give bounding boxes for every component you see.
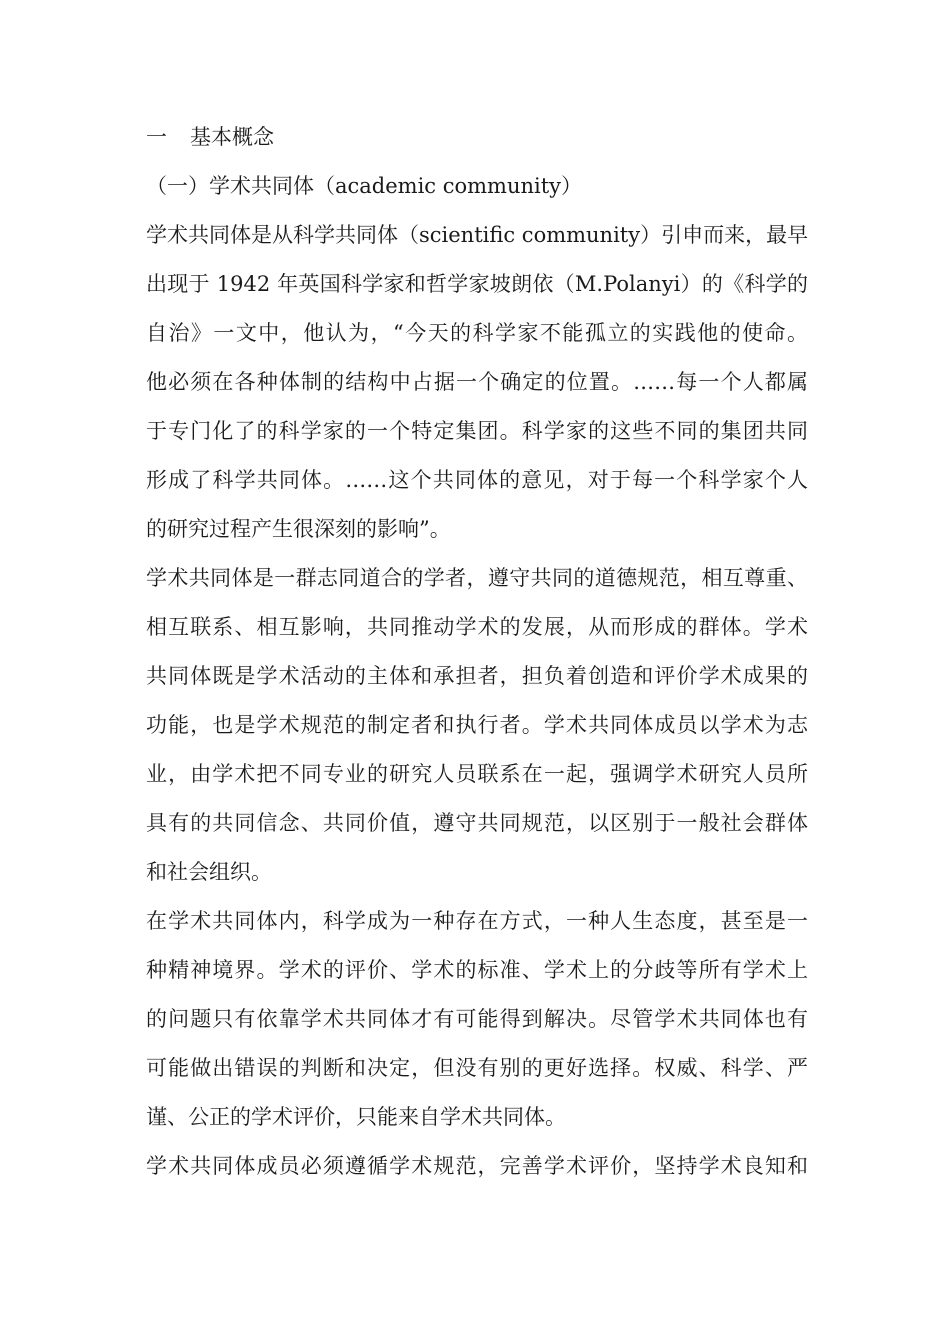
paragraph-1 <box>146 211 808 554</box>
section-heading <box>146 113 808 162</box>
paragraph-line: 的研究过程产生很深刻的影响”。 <box>146 517 451 541</box>
paragraph-line: 学术共同体成员必须遵循学术规范，完善学术评价，坚持学术良知和 <box>146 1154 808 1178</box>
paragraph-line: 种精神境界。学术的评价、学术的标准、学术上的分歧等所有学术上 <box>146 958 808 982</box>
paragraph-line: 自治》一文中，他认为，“今天的科学家不能孤立的实践他的使命。 <box>146 321 808 345</box>
paragraph-line: 他必须在各种体制的结构中占据一个确定的位置。……每一个人都属 <box>146 370 808 394</box>
paragraph-line: 功能，也是学术规范的制定者和执行者。学术共同体成员以学术为志 <box>146 713 808 737</box>
paragraph-line: 的问题只有依靠学术共同体才有可能得到解决。尽管学术共同体也有 <box>146 1007 808 1031</box>
paragraph-line: 谨、公正的学术评价，只能来自学术共同体。 <box>146 1105 566 1129</box>
paragraph-line: 形成了科学共同体。……这个共同体的意见，对于每一个科学家个人 <box>146 468 808 492</box>
paragraph-2 <box>146 554 808 897</box>
paragraph-line: 具有的共同信念、共同价值，遵守共同规范，以区别于一般社会群体 <box>146 811 808 835</box>
paragraph-3 <box>146 897 808 1142</box>
document-body <box>146 113 808 1191</box>
section-title: 基本概念 <box>190 125 274 149</box>
paragraph-line: 业，由学术把不同专业的研究人员联系在一起，强调学术研究人员所 <box>146 762 808 786</box>
paragraph-line: 可能做出错误的判断和决定，但没有别的更好选择。权威、科学、严 <box>146 1056 808 1080</box>
paragraph-line: 在学术共同体内，科学成为一种存在方式，一种人生态度，甚至是一 <box>146 909 808 933</box>
paragraph-line: 共同体既是学术活动的主体和承担者，担负着创造和评价学术成果的 <box>146 664 808 688</box>
paragraph-line: 学术共同体是从科学共同体（scientific community）引申而来，最早 <box>146 223 808 247</box>
paragraph-line: 出现于 1942 年英国科学家和哲学家坡朗依（M.Polanyi）的《科学的 <box>146 272 808 296</box>
subsection-heading: （一）学术共同体（academic community） <box>146 174 583 198</box>
paragraph-line: 和社会组织。 <box>146 860 272 884</box>
paragraph-4 <box>146 1142 808 1191</box>
section-number: 一 <box>146 125 167 149</box>
paragraph-line: 相互联系、相互影响，共同推动学术的发展，从而形成的群体。学术 <box>146 615 808 639</box>
paragraph-line: 于专门化了的科学家的一个特定集团。科学家的这些不同的集团共同 <box>146 419 808 443</box>
paragraph-line: 学术共同体是一群志同道合的学者，遵守共同的道德规范，相互尊重、 <box>146 566 808 590</box>
